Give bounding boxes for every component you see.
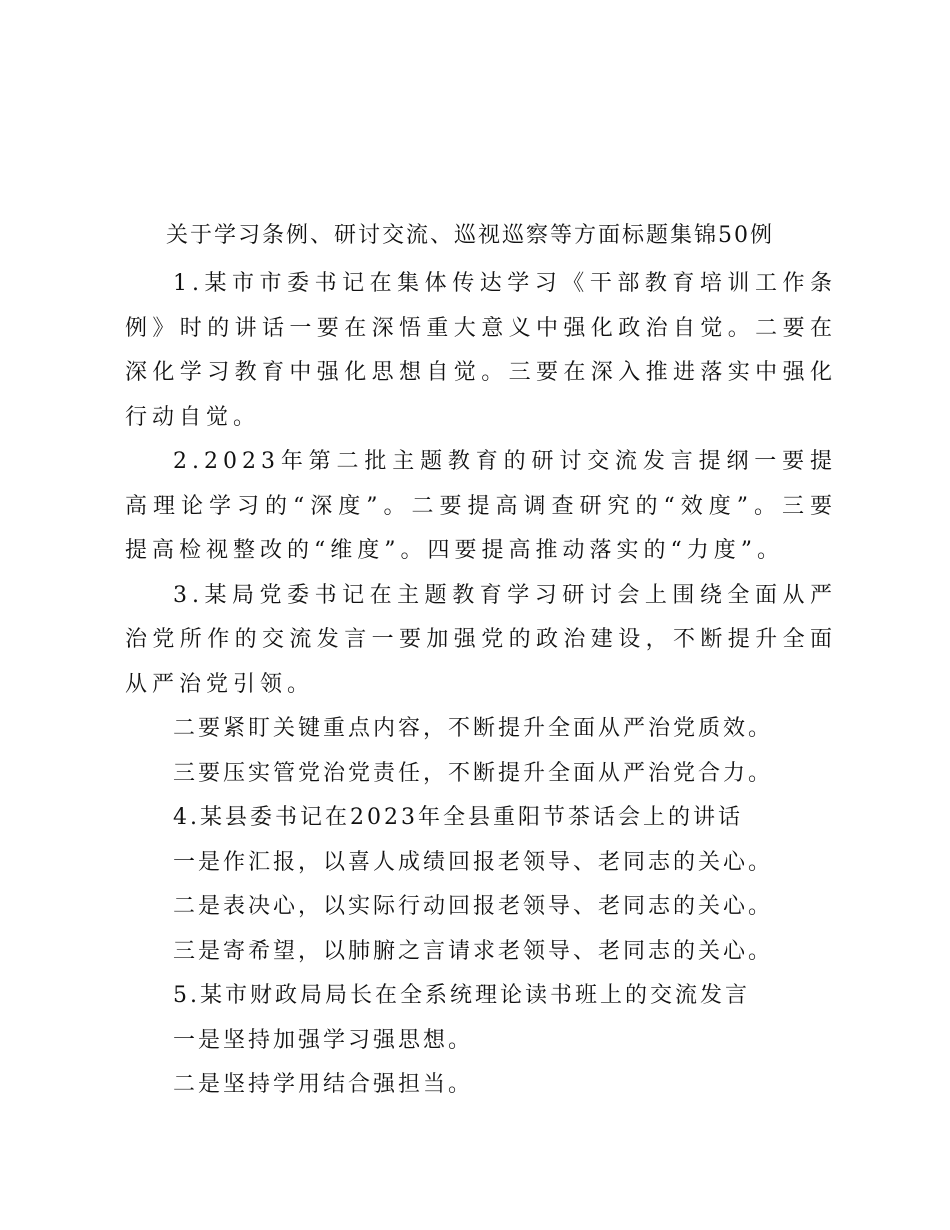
paragraph-1: 1.某市市委书记在集体传达学习《干部教育培训工作条例》时的讲话一要在深悟重大意义中强化政治自觉。二要在深化学习教育中强化思想自觉。三要在深入推进落实中强化行动自觉。: [125, 271, 837, 430]
document-title: 关于学习条例、研讨交流、巡视巡察等方面标题集锦50例: [166, 223, 774, 248]
document-body: [125, 262, 837, 1108]
text-line: 5.某市财政局局长在全系统理论读书班上的交流发言: [173, 983, 750, 1008]
text-line: 二是坚持学用结合强担当。: [173, 1072, 474, 1097]
text-line: 二是表决心，以实际行动回报老领导、老同志的关心。: [173, 894, 774, 919]
text-line: 三要压实管党治党责任，不断提升全面从严治党合力。: [173, 760, 774, 786]
paragraph-3: 3.某局党委书记在主题教育学习研讨会上围绕全面从严治党所作的交流发言一要加强党的政治建设，不断提升全面从严治党引领。: [125, 582, 837, 697]
text-line: 二要紧盯关键重点内容，不断提升全面从严治党质效。: [173, 716, 774, 741]
text-line: 一是坚持加强学习强思想。: [173, 1027, 474, 1053]
paragraph-2: 2.2023年第二批主题教育的研讨交流发言提纲一要提高理论学习的“深度”。二要提高调查研究的“效度”。三要提高检视整改的“维度”。四要提高推动落实的“力度”。: [125, 449, 837, 563]
text-line: 一是作汇报，以喜人成绩回报老领导、老同志的关心。: [173, 849, 774, 875]
text-line: 4.某县委书记在2023年全县重阳节茶话会上的讲话: [173, 805, 743, 830]
text-line: 三是寄希望，以肺腑之言请求老领导、老同志的关心。: [173, 938, 774, 964]
